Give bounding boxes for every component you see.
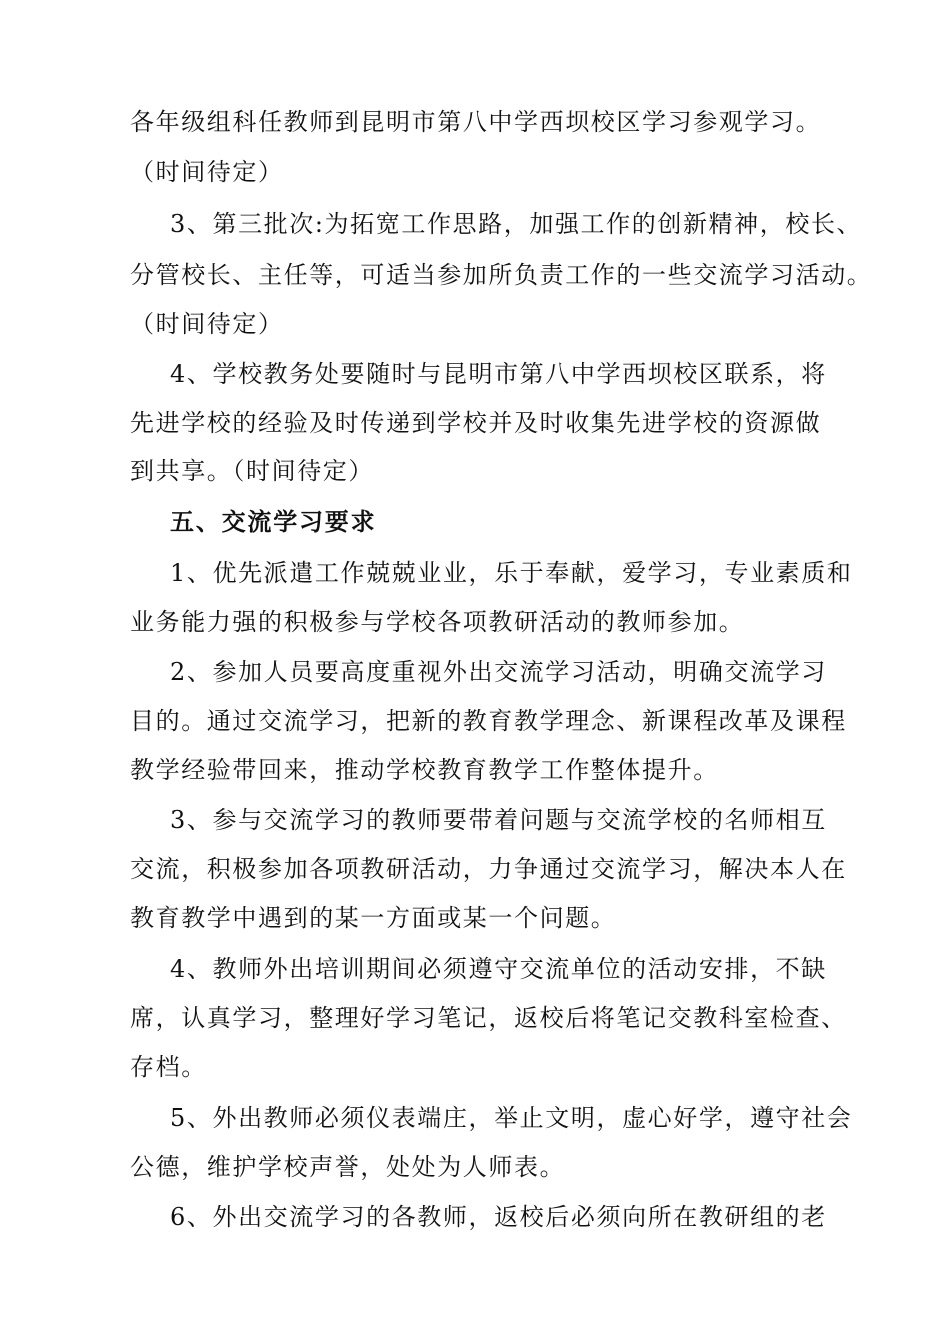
text-line: 各年级组科任教师到昆明市第八中学西坝校区学习参观学习。	[130, 108, 822, 136]
text-line: 教学经验带回来，推动学校教育教学工作整体提升。	[130, 756, 719, 784]
text-line: 6、外出交流学习的各教师，返校后必须向所在教研组的老	[170, 1203, 827, 1231]
text-line: 存档。	[130, 1053, 207, 1081]
text-line: 到共享。（时间待定）	[130, 457, 374, 485]
text-line: （时间待定）	[130, 310, 284, 338]
text-line: 4、学校教务处要随时与昆明市第八中学西坝校区联系，将	[170, 360, 827, 388]
text-line: 4、教师外出培训期间必须遵守交流单位的活动安排，不缺	[170, 955, 827, 983]
text-line: 业务能力强的积极参与学校各项教研活动的教师参加。	[130, 608, 745, 636]
text-line: 公德，维护学校声誉，处处为人师表。	[130, 1153, 566, 1181]
text-line: 3、参与交流学习的教师要带着问题与交流学校的名师相互	[170, 806, 827, 834]
section-heading: 五、交流学习要求	[170, 508, 377, 536]
text-line: 席，认真学习，整理好学习笔记，返校后将笔记交教科室检查、	[130, 1004, 847, 1032]
text-line: （时间待定）	[130, 158, 284, 186]
text-line: 5、外出教师必须仪表端庄，举止文明，虚心好学，遵守社会	[170, 1104, 853, 1132]
text-line: 先进学校的经验及时传递到学校并及时收集先进学校的资源做	[130, 409, 822, 437]
text-line: 3、第三批次:为拓宽工作思路，加强工作的创新精神，校长、	[170, 210, 863, 238]
text-line: 教育教学中遇到的某一方面或某一个问题。	[130, 904, 617, 932]
text-line: 分管校长、主任等，可适当参加所负责工作的一些交流学习活动。	[130, 261, 873, 289]
text-line: 目的。通过交流学习，把新的教育教学理念、新课程改革及课程	[130, 707, 847, 735]
text-line: 1、优先派遣工作兢兢业业，乐于奉献，爱学习，专业素质和	[170, 559, 853, 587]
text-line: 交流，积极参加各项教研活动，力争通过交流学习，解决本人在	[130, 855, 847, 883]
text-line: 2、参加人员要高度重视外出交流学习活动，明确交流学习	[170, 658, 827, 686]
